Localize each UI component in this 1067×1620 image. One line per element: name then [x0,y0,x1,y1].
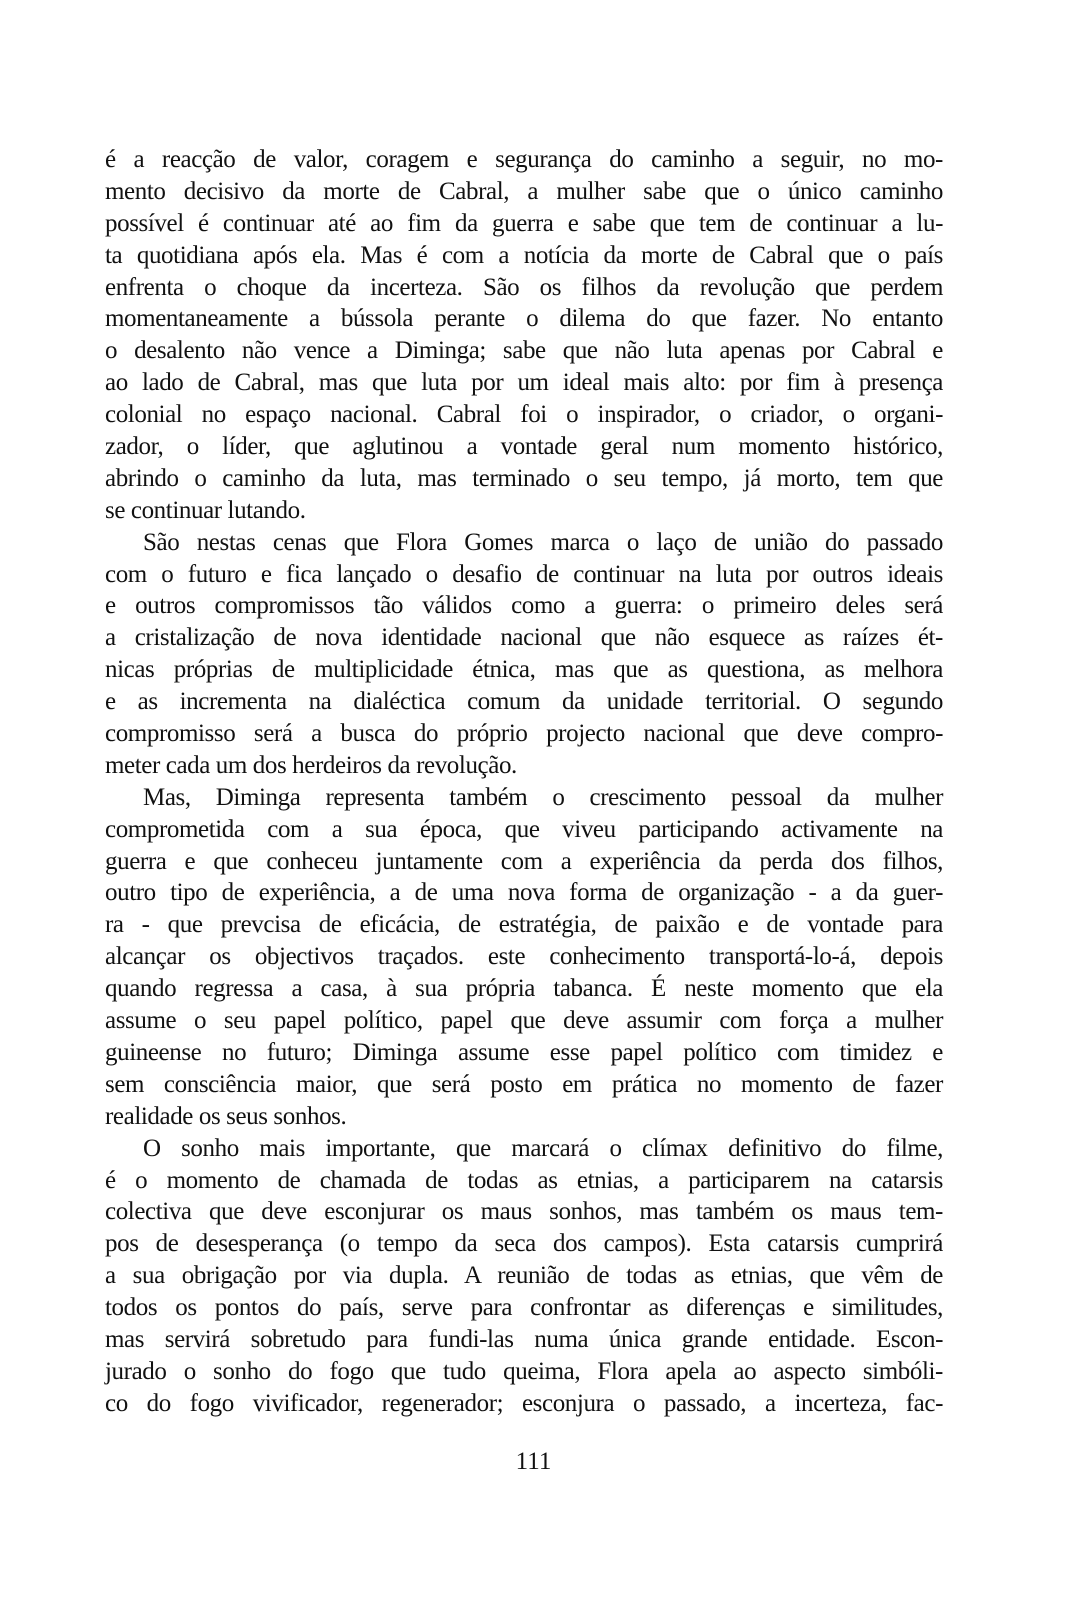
text-line: Mas, Diminga representa também o crescimento pessoal da mulher [143,783,943,811]
text-line: zador, o líder, que aglutinou a vontade geral num momento histórico, [105,433,943,461]
text-line: ta quotidiana após ela. Mas é com a notícia da morte de Cabral que o país [105,241,943,269]
text-line: realidade os seus sonhos. [105,1102,347,1130]
text-line: todos os pontos do país, serve para confrontar as diferenças e similitudes, [105,1294,943,1322]
text-line: colectiva que deve esconjurar os maus sonhos, mas também os maus tem- [105,1198,943,1226]
text-line: é a reacção de valor, coragem e segurança do caminho a seguir, no mo- [105,146,943,173]
text-line: O sonho mais importante, que marcará o clímax definitivo do filme, [143,1134,943,1162]
text-line: possível é continuar até ao fim da guerra e sabe que tem de continuar a lu- [105,209,943,237]
text-line: mas servirá sobretudo para fundi-las numa única grande entidade. Escon- [105,1325,943,1353]
text-line: a cristalização de nova identidade nacional que não esquece as raízes ét- [105,624,943,652]
text-line: colonial no espaço nacional. Cabral foi o inspirador, o criador, o organi- [105,401,943,429]
text-line: assume o seu papel político, papel que deve assumir com força a mulher [105,1007,943,1035]
text-line: meter cada um dos herdeiros da revolução. [105,751,517,779]
text-line: com o futuro e fica lançado o desafio de continuar na luta por outros ideais [105,560,943,588]
text-line: outro tipo de experiência, a de uma nova forma de organização - a da guer- [105,879,943,907]
text-line: nicas próprias de multiplicidade étnica, mas que as questiona, as melhora [105,656,943,684]
text-line: ra - que prevcisa de eficácia, de estratégia, de paixão e de vontade para [105,911,943,939]
text-line: São nestas cenas que Flora Gomes marca o laço de união do passado [143,528,943,556]
text-line: enfrenta o choque da incerteza. São os filhos da revolução que perdem [105,273,943,301]
text-line: guerra e que conheceu juntamente com a experiência da perda dos filhos, [105,847,943,875]
text-line: sem consciência maior, que será posto em prática no momento de fazer [105,1070,943,1098]
body-text [105,144,943,1420]
text-line: quando regressa a casa, à sua própria tabanca. É neste momento que ela [105,975,943,1003]
text-line: e as incrementa na dialéctica comum da unidade territorial. O segundo [105,688,943,716]
text-line: se continuar lutando. [105,496,306,524]
text-line: a sua obrigação por via dupla. A reunião de todas as etnias, que vêm de [105,1262,943,1290]
text-line: guineense no futuro; Diminga assume esse papel político com timidez e [105,1038,943,1066]
text-line: e outros compromissos tão válidos como a guerra: o primeiro deles será [105,592,943,620]
text-line: jurado o sonho do fogo que tudo queima, Flora apela ao aspecto simbóli- [105,1357,943,1385]
text-line: mento decisivo da morte de Cabral, a mulher sabe que o único caminho [105,177,943,205]
text-line: comprometida com a sua época, que viveu participando activamente na [105,815,943,843]
text-line: alcançar os objectivos traçados. este conhecimento transportá-lo-á, depois [105,943,943,971]
page-number: 111 [515,1448,552,1475]
text-line: ao lado de Cabral, mas que luta por um ideal mais alto: por fim à presença [105,369,943,397]
text-line: pos de desesperança (o tempo da seca dos campos). Esta catarsis cumprirá [105,1230,943,1258]
text-line: co do fogo vivificador, regenerador; esconjura o passado, a incerteza, fac- [105,1389,943,1417]
text-line: abrindo o caminho da luta, mas terminado o seu tempo, já morto, tem que [105,464,943,492]
text-line: compromisso será a busca do próprio projecto nacional que deve compro- [105,720,943,748]
text-line: o desalento não vence a Diminga; sabe que não luta apenas por Cabral e [105,337,943,365]
text-line: momentaneamente a bússola perante o dilema do que fazer. No entanto [105,305,943,333]
text-line: é o momento de chamada de todas as etnias, a participarem na catarsis [105,1166,943,1194]
